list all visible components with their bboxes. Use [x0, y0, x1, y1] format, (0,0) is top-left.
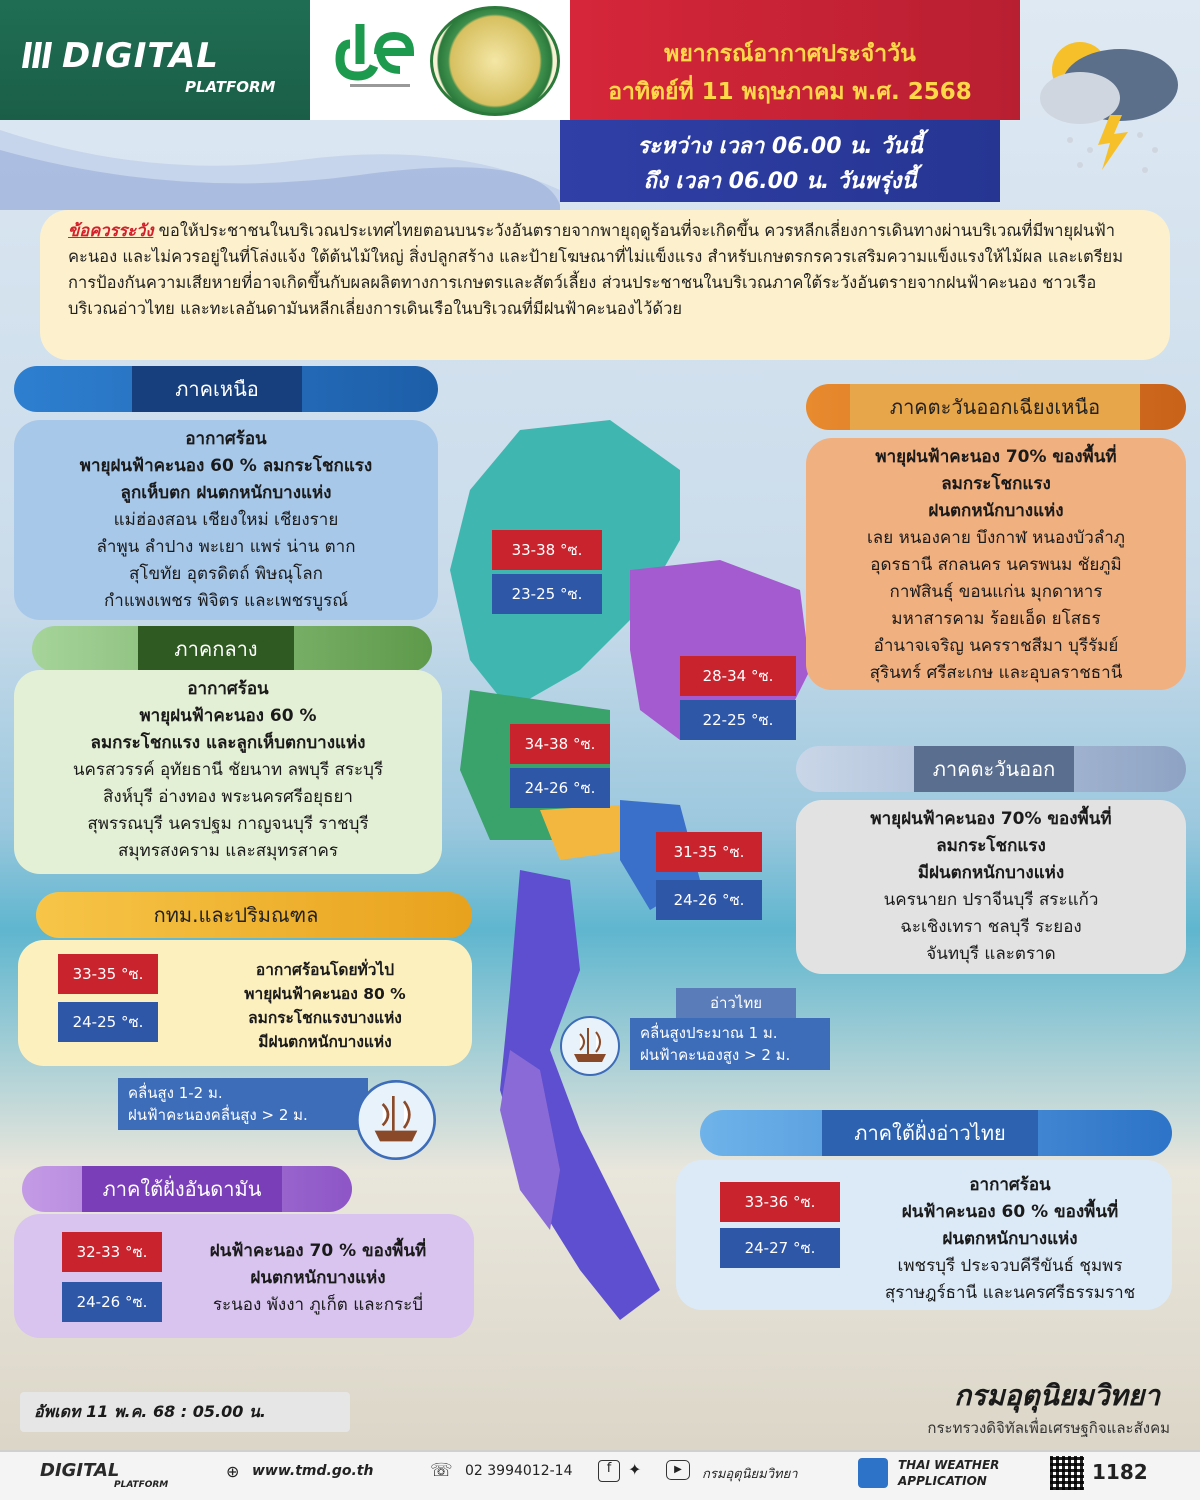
south-gulf-provinces1: เพชรบุรี ประจวบคีรีขันธ์ ชุมพร: [897, 1256, 1123, 1276]
south-gulf-provinces2: สุราษฎร์ธานี และนครศรีธรรมราช: [884, 1283, 1136, 1303]
website-link[interactable]: www.tmd.go.th: [252, 1463, 374, 1479]
platform-logo-text: PLATFORM: [185, 78, 276, 96]
digital-logo-bars-icon: [22, 42, 62, 68]
north-provinces2: ลำพูน ลำปาง พะเยา แพร่ น่าน ตาก: [96, 537, 356, 557]
header-wave-decoration: [0, 120, 560, 210]
central-line3: ลมกระโชกแรง และลูกเห็บตกบางแห่ง: [90, 733, 366, 753]
northeast-provinces2: อุดรธานี สกลนคร นครพนม ชัยภูมิ: [870, 555, 1122, 575]
digital-logo-text: DIGITAL: [62, 36, 219, 76]
central-temp-high: 34-38 °ซ.: [510, 724, 610, 764]
central-line2: พายุฝนฟ้าคะนอง 60 %: [139, 706, 317, 726]
app-name-line1: THAI WEATHER: [898, 1458, 1000, 1472]
map-bangkok: [540, 805, 630, 860]
south-gulf-line1: อากาศร้อน: [969, 1175, 1051, 1195]
footer-logo: DIGITAL: [40, 1460, 120, 1481]
cloud-sun-rain-thunder-icon: [1010, 10, 1190, 200]
north-temp-high: 33-38 °ซ.: [492, 530, 602, 570]
northeast-provinces5: อำนาจเจริญ นครราชสีมา บุรีรัมย์: [873, 636, 1119, 656]
central-provinces4: สมุทรสงคราม และสมุทรสาคร: [117, 841, 339, 861]
andaman-wave-line2: ฝนฟ้าคะนองคลื่นสูง > 2 ม.: [128, 1106, 308, 1124]
central-panel: [14, 670, 442, 874]
time-range-start: ระหว่าง เวลา 06.00 น. วันนี้: [637, 134, 923, 159]
east-provinces2: ฉะเชิงเทรา ชลบุรี ระยอง: [900, 917, 1082, 937]
ship-icon: [560, 1016, 620, 1076]
warning-box: [40, 210, 1170, 360]
phone-icon: ☏: [430, 1460, 453, 1481]
south-andaman-details: [168, 1238, 468, 1319]
app-name-line2: APPLICATION: [898, 1474, 987, 1488]
north-title: ภาคเหนือ: [132, 366, 302, 412]
bangkok-temp-high: 33-35 °ซ.: [58, 954, 158, 994]
central-temp-low: 24-26 °ซ.: [510, 768, 610, 808]
ship-icon: [356, 1080, 436, 1160]
warning-label: ข้อควรระวัง: [68, 221, 154, 240]
agency-name: กรมอุตุนิยมวิทยา: [954, 1379, 1160, 1412]
south-gulf-title: ภาคใต้ฝั่งอ่าวไทย: [822, 1110, 1038, 1156]
south-andaman-title: ภาคใต้ฝั่งอันดามัน: [82, 1166, 282, 1212]
bangkok-line3: ลมกระโชกแรงบางแห่ง: [248, 1009, 402, 1027]
north-line2: พายุฝนฟ้าคะนอง 60 % ลมกระโชกแรง: [79, 456, 373, 476]
bangkok-temp-low: 24-25 °ซ.: [58, 1002, 158, 1042]
agency-ministry: กระทรวงดิจิทัลเพื่อเศรษฐกิจและสังคม: [927, 1419, 1170, 1437]
time-range-end: ถึง เวลา 06.00 น. วันพรุ่งนี้: [643, 169, 917, 194]
east-provinces3: จันทบุรี และตราด: [926, 944, 1056, 964]
northeast-provinces1: เลย หนองคาย บึงกาฬ หนองบัวลำภู: [866, 528, 1125, 548]
east-line3: มีฝนตกหนักบางแห่ง: [917, 863, 1065, 883]
page-title: พยากรณ์อากาศประจำวัน: [664, 41, 916, 67]
northeast-temp-high: 28-34 °ซ.: [680, 656, 796, 696]
andaman-wave-line1: คลื่นสูง 1-2 ม.: [128, 1084, 223, 1102]
central-provinces1: นครสวรรค์ อุทัยธานี ชัยนาท ลพบุรี สระบุรี: [72, 760, 384, 780]
warning-text: ขอให้ประชาชนในบริเวณประเทศไทยตอนบนระวังอันตรายจากพายุฤดูร้อนที่จะเกิดขึ้น ควรหลีกเลี่ยงการเดินทางผ่านบริเวณที่มีพายุฝนฟ้าคะนอง และไม่ควรอยู่ในที่โล่งแจ้ง ใต้ต้นไม้ใหญ่ สิ่งปลูกสร้าง และป้ายโฆษณาที่ไม่แข็งแรง สำหรับเกษตรกรควรเสริมความแข็งแรงให้ไม้ผล และเตรียมการป้องกันความเสียหายที่อาจเกิดขึ้นกับผลผลิตทางการเกษตรและสัตว์เลี้ยง ส่วนประชาชนในบริเวณภาคใต้ระวังอันตรายจากฝนฟ้าคะนอง ชาวเรือบริเวณอ่าวไทย และทะเลอันดามันหลีกเลี่ยงการเดินเรือในบริเวณที่มีฝนฟ้าคะนองไว้ด้วย: [68, 221, 1124, 318]
twitter-icon[interactable]: ✦: [628, 1460, 642, 1479]
central-line1: อากาศร้อน: [187, 679, 269, 699]
central-title: ภาคกลาง: [138, 626, 294, 672]
east-panel: [796, 800, 1186, 974]
gulf-sea-box: [630, 1018, 830, 1070]
gulf-wave-line2: ฝนฟ้าคะนองสูง > 2 ม.: [640, 1046, 791, 1064]
central-provinces3: สุพรรณบุรี นครปฐม กาญจนบุรี ราชบุรี: [87, 814, 369, 834]
northeast-provinces4: มหาสารคาม ร้อยเอ็ด ยโสธร: [891, 609, 1101, 629]
page-date: อาทิตย์ที่ 11 พฤษภาคม พ.ศ. 2568: [608, 79, 972, 105]
northeast-title: ภาคตะวันออกเฉียงเหนือ: [850, 384, 1140, 430]
south-gulf-temp-low: 24-27 °ซ.: [720, 1228, 840, 1268]
bangkok-details: [190, 958, 460, 1054]
tmd-seal-icon: [430, 6, 560, 116]
east-line2: ลมกระโชกแรง: [936, 836, 1046, 856]
qr-code-icon: [1050, 1456, 1084, 1490]
andaman-sea-box: [118, 1078, 368, 1130]
northeast-provinces6: สุรินทร์ ศรีสะเกษ และอุบลราชธานี: [869, 663, 1123, 683]
south-andaman-line1: ฝนฟ้าคะนอง 70 % ของพื้นที่: [209, 1241, 427, 1261]
northeast-line3: ฝนตกหนักบางแห่ง: [928, 501, 1064, 521]
phone-number[interactable]: 02 3994012-14: [465, 1463, 573, 1479]
north-line1: อากาศร้อน: [185, 429, 267, 449]
facebook-icon[interactable]: f: [598, 1460, 620, 1482]
northeast-line2: ลมกระโชกแรง: [941, 474, 1051, 494]
northeast-provinces3: กาฬสินธุ์ ขอนแก่น มุกดาหาร: [889, 582, 1103, 602]
north-temp-low: 23-25 °ซ.: [492, 574, 602, 614]
bangkok-line1: อากาศร้อนโดยทั่วไป: [255, 961, 395, 979]
gulf-label: อ่าวไทย: [676, 988, 796, 1018]
south-gulf-temp-high: 33-36 °ซ.: [720, 1182, 840, 1222]
ministry-logo-icon: [330, 14, 420, 94]
south-gulf-details: [850, 1172, 1170, 1307]
northeast-panel: [806, 438, 1186, 690]
north-panel: [14, 420, 438, 620]
east-line1: พายุฝนฟ้าคะนอง 70% ของพื้นที่: [870, 809, 1112, 829]
northeast-line1: พายุฝนฟ้าคะนอง 70% ของพื้นที่: [875, 447, 1117, 467]
bangkok-line2: พายุฝนฟ้าคะนอง 80 %: [244, 985, 406, 1003]
social-name: กรมอุตุนิยมวิทยา: [702, 1467, 798, 1482]
east-temp-high: 31-35 °ซ.: [656, 832, 762, 872]
north-provinces4: กำแพงเพชร พิจิตร และเพชรบูรณ์: [103, 591, 349, 611]
north-provinces3: สุโขทัย อุตรดิตถ์ พิษณุโลก: [129, 564, 323, 584]
footer-logo-sub: PLATFORM: [114, 1480, 169, 1490]
app-icon[interactable]: [858, 1458, 888, 1488]
update-timestamp: อัพเดท 11 พ.ค. 68 : 05.00 น.: [20, 1392, 350, 1432]
south-andaman-temp-low: 24-26 °ซ.: [62, 1282, 162, 1322]
bangkok-title: กทม.และปริมณฑล: [153, 903, 319, 927]
youtube-icon[interactable]: ▶: [666, 1460, 690, 1480]
south-gulf-line2: ฝนฟ้าคะนอง 60 % ของพื้นที่: [901, 1202, 1119, 1222]
east-provinces1: นครนายก ปราจีนบุรี สระแก้ว: [883, 890, 1099, 910]
gulf-wave-line1: คลื่นสูงประมาณ 1 ม.: [640, 1024, 778, 1042]
south-andaman-provinces: ระนอง พังงา ภูเก็ต และกระบี่: [212, 1295, 424, 1315]
bangkok-line4: มีฝนตกหนักบางแห่ง: [258, 1033, 392, 1051]
hotline-number[interactable]: 1182: [1092, 1460, 1148, 1484]
central-provinces2: สิงห์บุรี อ่างทอง พระนครศรีอยุธยา: [103, 787, 353, 807]
south-andaman-temp-high: 32-33 °ซ.: [62, 1232, 162, 1272]
east-title: ภาคตะวันออก: [914, 746, 1074, 792]
east-temp-low: 24-26 °ซ.: [656, 880, 762, 920]
globe-icon: ⊕: [226, 1462, 240, 1481]
north-provinces1: แม่ฮ่องสอน เชียงใหม่ เชียงราย: [113, 510, 339, 530]
northeast-temp-low: 22-25 °ซ.: [680, 700, 796, 740]
south-andaman-line2: ฝนตกหนักบางแห่ง: [250, 1268, 386, 1288]
south-gulf-line3: ฝนตกหนักบางแห่ง: [942, 1229, 1078, 1249]
north-line3: ลูกเห็บตก ฝนตกหนักบางแห่ง: [120, 483, 332, 503]
